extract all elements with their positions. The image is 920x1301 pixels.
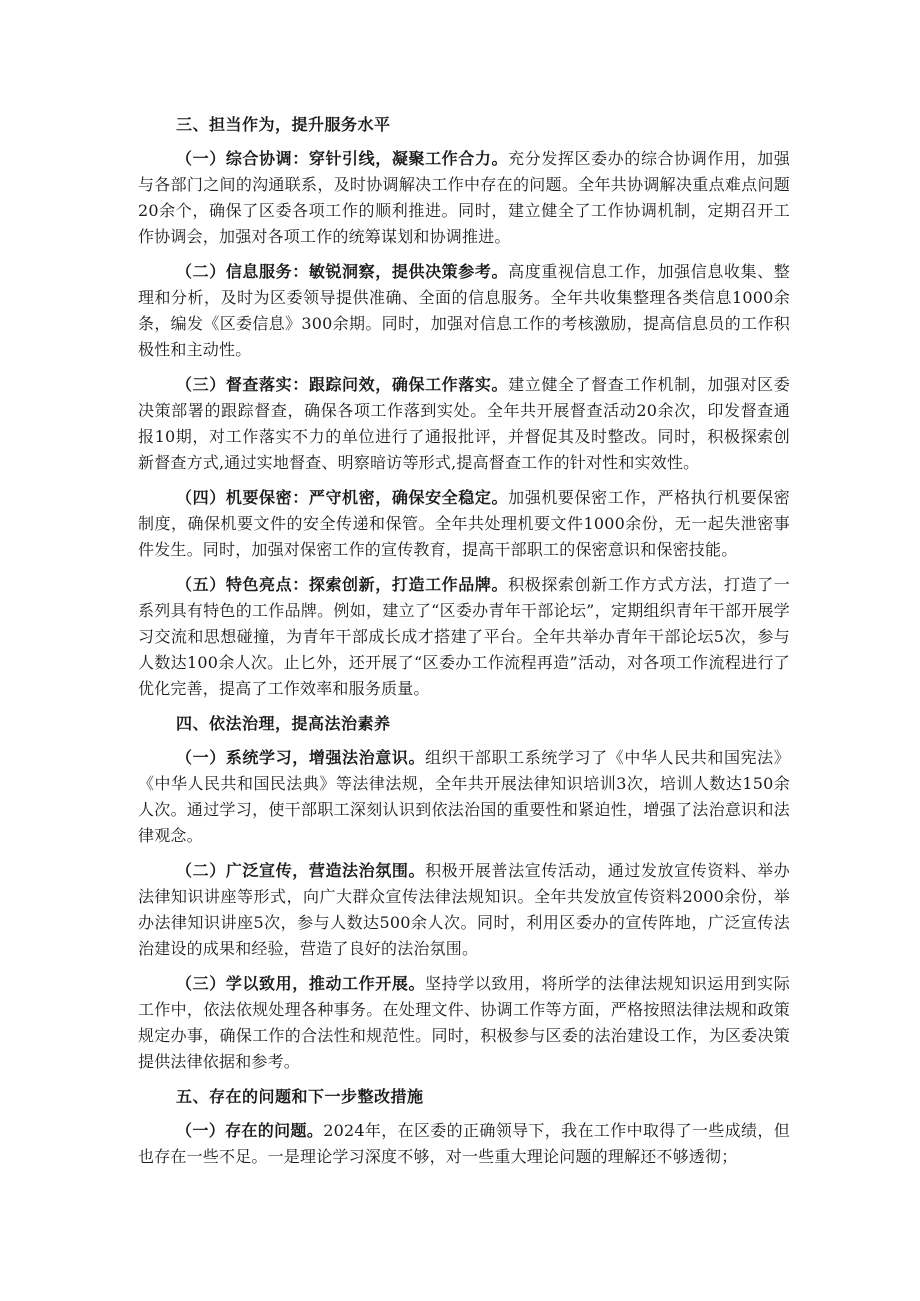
document-body [138,112,790,1179]
paragraph-text: 2024年，在区委的正确领导下，我在工作中取得了一些成绩，但也存在一些不足。一是理论学习深度不够，对一些重大理论问题的理解还不够透彻； [138,1121,790,1166]
paragraph-3-3 [138,372,790,476]
paragraph-4-3 [138,971,790,1075]
section-heading-5: 五、存在的问题和下一步整改措施 [176,1087,424,1106]
paragraph-lead: （五）特色亮点：探索创新，打造工作品牌。 [176,575,509,594]
paragraph-3-1 [138,146,790,250]
paragraph-text: 积极开展普法宣传活动，通过发放宣传资料、举办法律知识讲座等形式，向广大群众宣传法律法规知识。全年共发放宣传资料2000余份，举办法律知识讲座5次，参与人数达500余人次。同时，利用区委办的宣传阵地，广泛宣传法治建设的成果和经验，营造了良好的法治氛围。 [138,861,790,958]
paragraph-3-5 [138,572,790,702]
paragraph-text: 积极探索创新工作方式方法，打造了一系列具有特色的工作品牌。例如，建立了“区委办青年干部论坛”，定期组织青年干部开展学习交流和思想碰撞，为青年干部成长成才搭建了平台。全年共举办青年干部论坛5次，参与人数达100余人次。止匕外，还开展了“区委办工作流程再造”活动，对各项工作流程进行了优化完善，提高了工作效率和服务质量。 [138,575,790,698]
paragraph-text: 组织干部职工系统学习了《中华人民共和国宪法》《中华人民共和国民法典》等法律法规，全年共开展法律知识培训3次，培训人数达150余人次。通过学习，使干部职工深刻认识到依法治国的重要性和紧迫性，增强了法治意识和法律观念。 [138,748,790,845]
paragraph-lead: （一）综合协调：穿针引线，凝聚工作合力。 [176,149,509,168]
paragraph-lead: （一）存在的问题。 [176,1121,324,1140]
paragraph-text: 建立健全了督查工作机制，加强对区委决策部署的跟踪督查，确保各项工作落到实处。全年共开展督查活动20余次，印发督查通报10期，对工作落实不力的单位进行了通报批评，并督促其及时整改。同时，积极探索创新督查方式,通过实地督查、明察暗访等形式,提高督查工作的针对性和实效性。 [138,375,790,472]
paragraph-5-1 [138,1118,790,1170]
paragraph-4-2 [138,858,790,962]
paragraph-lead: （四）机要保密：严守机密，确保安全稳定。 [176,488,509,507]
paragraph-lead: （二）信息服务：敏锐洞察，提供决策参考。 [176,262,509,281]
paragraph-text: 充分发挥区委办的综合协调作用，加强与各部门之间的沟通联系，及时协调解决工作中存在的问题。全年共协调解决重点难点问题20余个，确保了区委各项工作的顺利推进。同时，建立健全了工作协调机制，定期召开工作协调会，加强对各项工作的统筹谋划和协调推进。 [138,149,790,246]
paragraph-lead: （一）系统学习，增强法治意识。 [176,748,426,767]
section-heading-4: 四、依法治理，提高法治素养 [176,714,391,733]
paragraph-3-2 [138,259,790,363]
paragraph-text: 坚持学以致用，将所学的法律法规知识运用到实际工作中，依法依规处理各种事务。在处理文件、协调工作等方面，严格按照法律法规和政策规定办事，确保工作的合法性和规范性。同时，积极参与区委的法治建设工作，为区委决策提供法律依据和参考。 [138,974,790,1071]
paragraph-lead: （二）广泛宣传，营造法治氛围。 [176,861,426,880]
paragraph-text: 高度重视信息工作，加强信息收集、整理和分析，及时为区委领导提供准确、全面的信息服务。全年共收集整理各类信息1000余条，编发《区委信息》300余期。同时，加强对信息工作的考核激励，提高信息员的工作积极性和主动性。 [138,262,790,359]
paragraph-lead: （三）学以致用，推动工作开展。 [176,974,426,993]
paragraph-lead: （三）督查落实：跟踪问效，确保工作落实。 [176,375,509,394]
paragraph-4-1 [138,745,790,849]
paragraph-3-4 [138,485,790,563]
paragraph-text: 加强机要保密工作，严格执行机要保密制度，确保机要文件的安全传递和保管。全年共处理机要文件1000余份，无一起失泄密事件发生。同时，加强对保密工作的宣传教育，提高干部职工的保密意识和保密技能。 [138,488,790,559]
section-heading-3: 三、担当作为，提升服务水平 [176,115,391,134]
